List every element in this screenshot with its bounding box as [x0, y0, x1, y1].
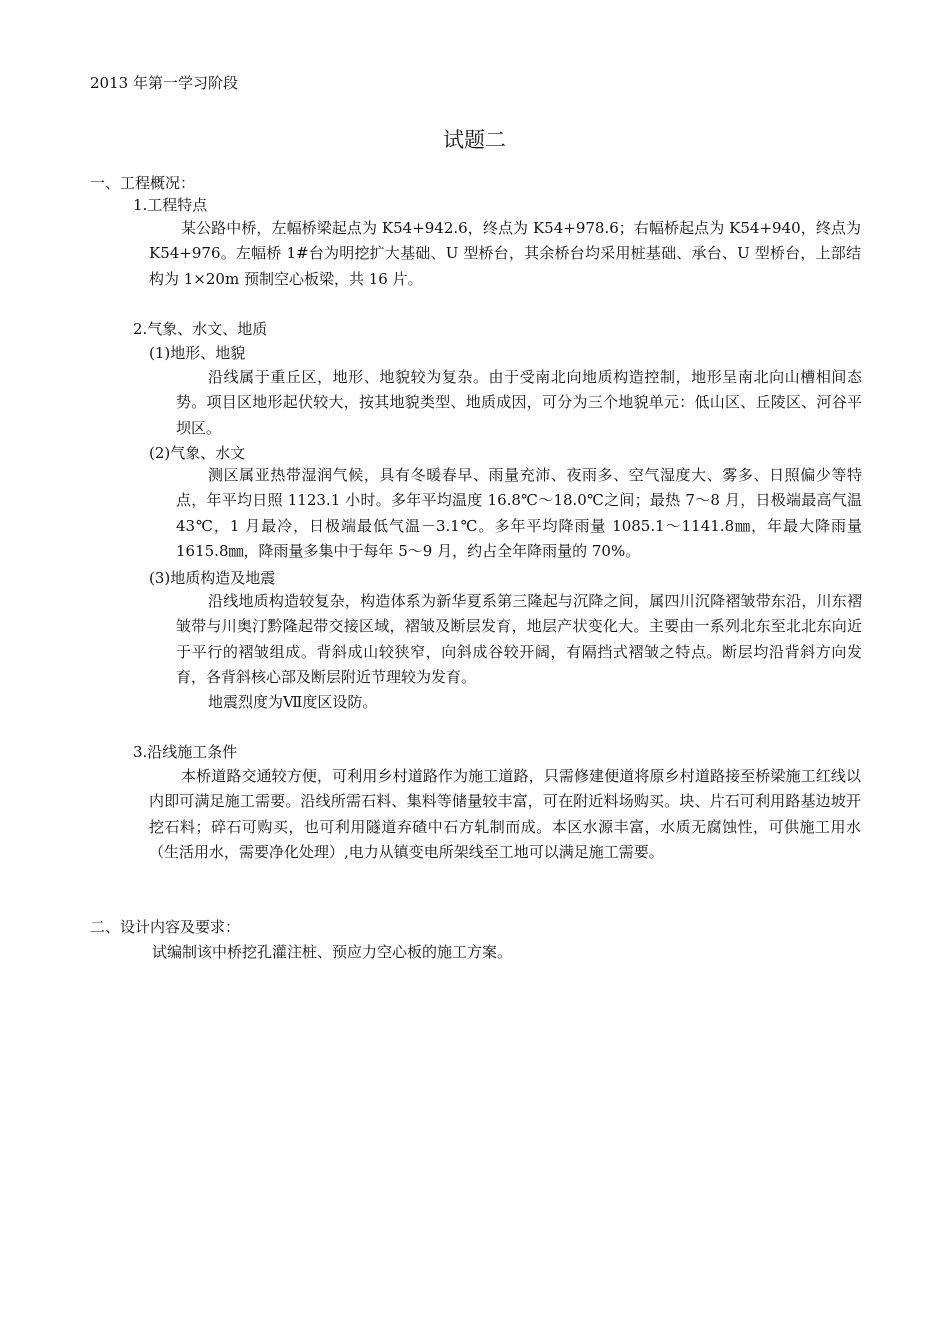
item2-body: 测区属亚热带湿润气候，具有冬暖春早、雨量充沛、夜雨多、空气湿度大、雾多、日照偏少等特点，年平均日照 1123.1 小时。多年平均温度 16.8℃～18.0℃之间；最热 7～8 月，日极端最高气温 43℃，1 月最冷，日极端最低气温－3.1℃。多年平均降雨量 1085.1～1141.8㎜，年最大降雨量 1615.8㎜，降雨量多集中于每年 5～9 月，约占全年降雨量的 70%。: [176, 466, 862, 561]
section2-heading: 二、设计内容及要求：: [90, 918, 241, 936]
section2-body: 试编制该中桥挖孔灌注桩、预应力空心板的施工方案。: [152, 943, 513, 961]
stage-header: 2013 年第一学习阶段: [90, 74, 238, 92]
sub1-heading: 1.工程特点: [133, 196, 208, 214]
sub3-body: 本桥道路交通较方便，可利用乡村道路作为施工道路，只需修建便道将原乡村道路接至桥梁施工红线以内即可满足施工需要。沿线所需石料、集料等储量较丰富，可在附近料场购买。块、片石可利用路基边坡开挖石料；碎石可购买，也可利用隧道弃碴中石方轧制而成。本区水源丰富，水质无腐蚀性，可供施工用水（生活用水，需要净化处理）,电力从镇变电所架线至工地可以满足施工需要。: [149, 767, 861, 862]
item1-heading: (1)地形、地貌: [149, 344, 246, 362]
seismic-note: 地震烈度为Ⅶ度区设防。: [208, 693, 378, 711]
item3-body: 沿线地质构造较复杂，构造体系为新华夏系第三隆起与沉降之间，属四川沉降褶皱带东沿，川东褶皱带与川奥汀黔隆起带交接区域，褶皱及断层发育，地层产状变化大。主要由一系列北东至北北东向近于平行的褶皱组成。背斜成山较狭窄，向斜成谷较开阔，有隔挡式褶皱之特点。断层均沿背斜方向发育，各背斜核心部及断层附近节理较为发育。: [176, 592, 862, 687]
item1-body: 沿线属于重丘区，地形、地貌较为复杂。由于受南北向地质构造控制，地形呈南北向山槽相间态势。项目区地形起伏较大，按其地貌类型、地质成因，可分为三个地貌单元：低山区、丘陵区、河谷平坝区。: [176, 368, 862, 437]
item3-heading: (3)地质构造及地震: [149, 569, 276, 587]
sub2-heading: 2.气象、水文、地质: [133, 320, 268, 338]
item2-heading: (2)气象、水文: [149, 444, 246, 462]
page-title: 试题二: [443, 128, 506, 152]
section1-heading: 一、工程概况：: [90, 174, 196, 192]
sub3-heading: 3.沿线施工条件: [133, 743, 238, 761]
sub1-body: 某公路中桥，左幅桥梁起点为 K54+942.6，终点为 K54+978.6；右幅桥起点为 K54+940，终点为 K54+976。左幅桥 1#台为明挖扩大基础、U 型桥台，其余桥台均采用桩基础、承台、U 型桥台，上部结构为 1×20m 预制空心板梁，共 16 片。: [149, 219, 861, 288]
